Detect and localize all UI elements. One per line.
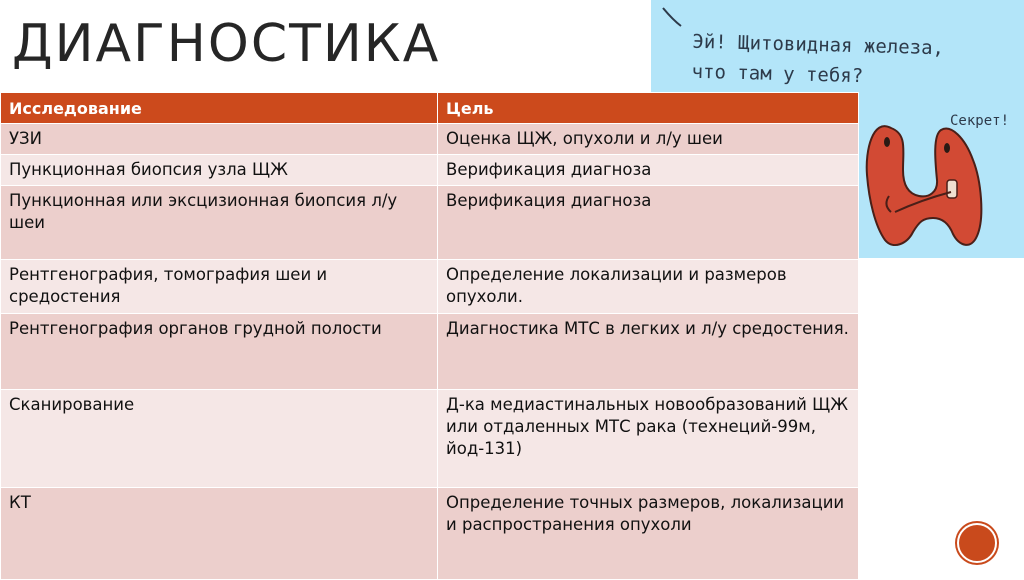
speech-line-1: Эй! Щитовидная железа, (692, 30, 945, 60)
table-row (1, 186, 859, 260)
speech-bubble-reply: Секрет! (950, 113, 1010, 129)
cell-method: УЗИ (1, 124, 438, 155)
cell-goal: Оценка ЩЖ, опухоли и л/у шеи (438, 124, 859, 155)
cell-method: Пункционная биопсия узла ЩЖ (1, 155, 438, 186)
header-method: Исследование (1, 93, 438, 124)
table-header-row (1, 93, 859, 124)
table-row (1, 124, 859, 155)
cell-method: Сканирование (1, 390, 438, 488)
cell-goal: Определение локализации и размеров опухоли. (438, 260, 859, 314)
cell-method: КТ (1, 488, 438, 580)
table-row (1, 488, 859, 580)
table-row (1, 314, 859, 390)
slide-title: ДИАГНОСТИКА (12, 14, 441, 74)
speech-bubble-question (691, 27, 944, 94)
table-row (1, 260, 859, 314)
cell-method: Пункционная или эксцизионная биопсия л/у шеи (1, 186, 438, 260)
speech-line-2: что там у тебя? (691, 60, 864, 88)
table-row (1, 155, 859, 186)
cell-method: Рентгенография органов грудной полости (1, 314, 438, 390)
cell-goal: Диагностика МТС в легких и л/у средостения. (438, 314, 859, 390)
diagnostics-table (0, 92, 859, 580)
table-row (1, 390, 859, 488)
slide-nav-button[interactable] (957, 523, 997, 563)
cell-method: Рентгенография, томография шеи и средостения (1, 260, 438, 314)
cell-goal: Д-ка медиастинальных новообразований ЩЖ или отдаленных МТС рака (технеций-99м, йод-131) (438, 390, 859, 488)
cell-goal: Определение точных размеров, локализации и распространения опухоли (438, 488, 859, 580)
cell-goal: Верификация диагноза (438, 186, 859, 260)
header-goal: Цель (438, 93, 859, 124)
cell-goal: Верификация диагноза (438, 155, 859, 186)
